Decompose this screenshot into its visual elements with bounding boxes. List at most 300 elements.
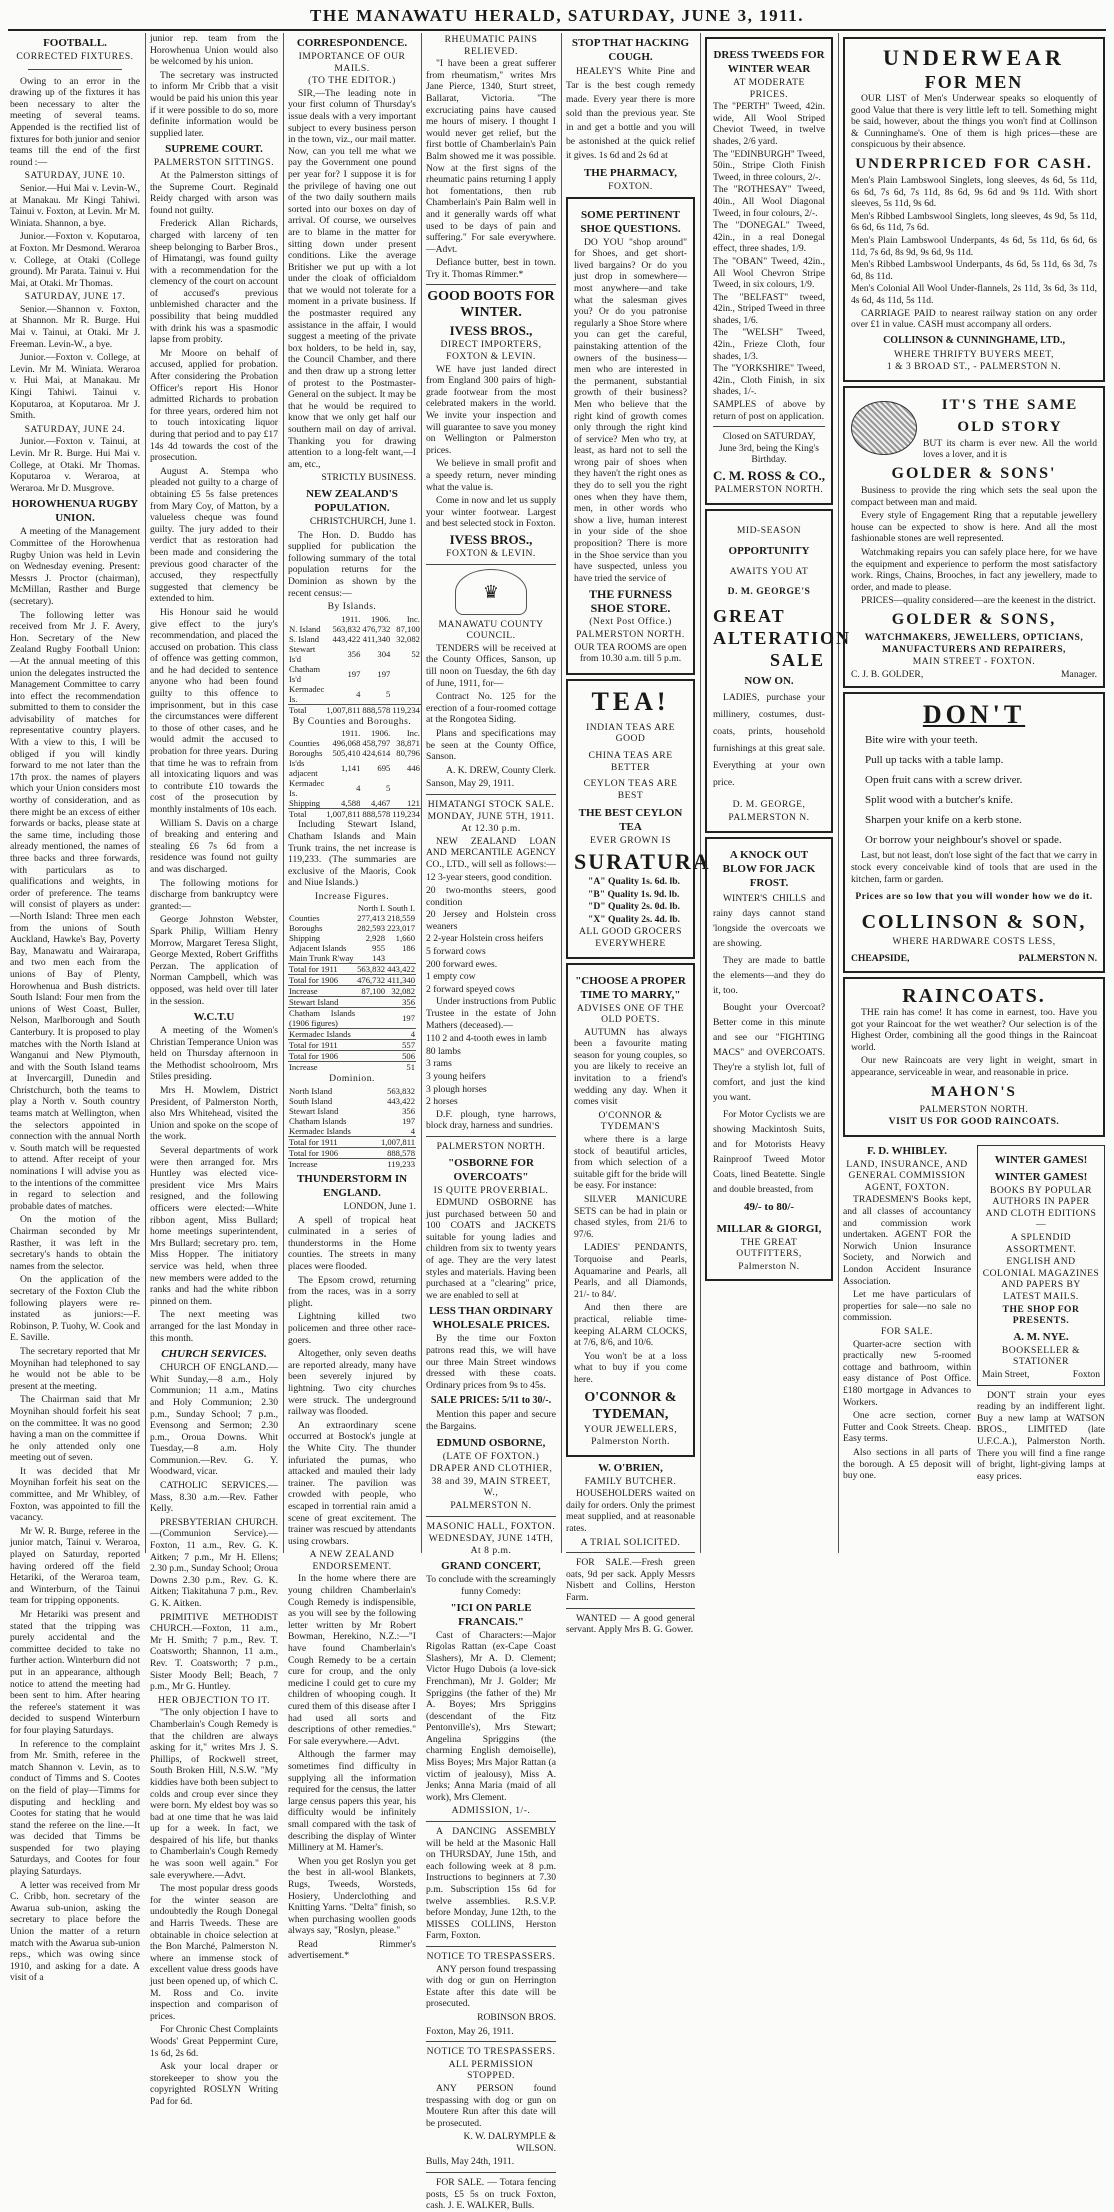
list-item: Or borrow your neighbour's shovel or spade. bbox=[865, 834, 1062, 847]
church-notice: PRESBYTERIAN CHURCH.—(Communion Service).—Foxton, 11 a.m., Rev. G. K. Aitken; 7 p.m., Mr H. Ellens; 2.30 p.m., Sunday School; Oroua Downs 2.30 p.m., Rev. G. K. Aitken; Tiakitahuna 7 p.m., Rev. G. K. Aitken. bbox=[150, 1516, 278, 1609]
paragraph: It was decided that Mr Moynihan forfeit his seat on the committee, and Mr Whibley, of Foxton, was appointed to fill the vacancy. bbox=[10, 1465, 140, 1524]
whibley-ad bbox=[843, 1141, 971, 1485]
sale-word: SALE bbox=[769, 650, 825, 671]
table-cell: 1,007,811 bbox=[326, 809, 361, 820]
paragraph: Including Stewart Island, Chatham Islands and Main Trunk trains, the net increase is 119,233. (The summaries are exclusive of the Maoris, Cook and Niue Islands.) bbox=[288, 819, 416, 889]
paragraph: Defiance butter, best in town. Try it. Thomas Rimmer.* bbox=[426, 257, 556, 280]
paragraph: The Hon. D. Buddo has supplied for publication the following summary of the total population returns for the Dominion as shown by the recent census:— bbox=[288, 529, 416, 599]
table-cell bbox=[386, 953, 416, 964]
paragraph: The following letter was received from Mr J. F. Avery, Hon. Secretary of the New Zealand Rugby Football Union:—At the annual meeting of this union the delegates instructed the Management Committee to carry into effect the recommendation submitted to them to consider the advisability of matches for representative country players. With a view to this, I will be obliged if you will kindly forward to me not later than the 17th prox. the names of players which your Union considers most worthy of consideration, and as there might be an excess of either forwards or backs, please state at the same time, including those already mentioned, the names of three backs and three forwards, with particulars as to qualifications and weights, in order of preference. The teams will consist of players as under:—North Island: Three men each from the unions of South Auckland, Hawke's Bay, Poverty Bay, Manawatu and Wairarapa, and two men each from the unions of Bay of Plenty, Horowhenua and Bush districts. South Island: Four men from the unions of West Coast, Buller, Nelson, Marlborough and South Canterbury. It is proposed to play matches with the North Island at Wanganui and New Plymouth, and with the South Island teams at Invercargill, Dunedin and Christchurch, both the teams to play a North v. South country teams match at Wellington, when the selectors appointed in connection with the annual North v. South match will be requested to attend. After receipt of your nominations I will advise you as to the intentions of the committee in regard to selection and probable dates of matches. bbox=[10, 609, 140, 1212]
manager-title: Manager. bbox=[1061, 668, 1097, 680]
closed-notice: Closed on SATURDAY, June 3rd, being the King's Birthday. bbox=[718, 431, 820, 466]
cheapside-row bbox=[851, 953, 1097, 965]
paragraph: TRADESMEN'S Books kept, and all classes of accountancy and commission work undertaken. AGENT FOR the Norwich Union Insurance Society, and Norwich and London Accident Insurance Association. bbox=[843, 1194, 971, 1287]
mails-subheading: IMPORTANCE OF OUR MAILS. bbox=[298, 51, 406, 74]
table-cell: 119,234 bbox=[392, 704, 420, 715]
signature: ROBINSON BROS. bbox=[477, 2011, 556, 2023]
table-cell: 1,141 bbox=[341, 763, 361, 774]
table-cell: Shipping bbox=[289, 933, 321, 944]
table-row bbox=[288, 933, 416, 943]
table-cell: 282,593 bbox=[357, 923, 386, 934]
bottom-ads-row bbox=[843, 1141, 1105, 1485]
great-word: GREAT bbox=[713, 606, 786, 627]
ross-town: PALMERSTON NORTH. bbox=[714, 484, 824, 495]
furness-address: (Next Post Office.) bbox=[589, 616, 672, 628]
cough-heading: STOP THAT HACKING COUGH. bbox=[571, 37, 690, 63]
table-cell: Stewart Island bbox=[289, 997, 339, 1008]
manager-name: C. J. B. GOLDER, bbox=[851, 668, 924, 680]
jeweller-ad bbox=[566, 963, 695, 1457]
table-cell: 1,007,811 bbox=[326, 704, 361, 715]
table-row bbox=[288, 644, 421, 664]
list-item: 3 young heifers bbox=[426, 1070, 486, 1082]
list-item: Sharpen your knife on a kerb stone. bbox=[865, 814, 1022, 827]
paragraph: junior rep. team from the Horowhenua Union would also be welcomed by his union. bbox=[150, 33, 278, 68]
millar-sub: THE GREAT OUTFITTERS, bbox=[736, 1236, 802, 1260]
table-cell: Increase bbox=[289, 1062, 318, 1073]
paragraph: FOR SALE. — Totara fencing posts, £5 5s on truck Foxton, cash. J. E. WALKER, Bulls. bbox=[426, 2177, 556, 2212]
paragraph: You won't be at a loss what to buy if you come here. bbox=[574, 1350, 687, 1385]
table-cell: 356 bbox=[347, 648, 361, 659]
divider bbox=[426, 2172, 556, 2173]
paragraph: THE rain has come! It has come in earnest, too. Have you got your Raincoat for the wet weather? Our selection is of the Highest Order, combining all the good things in the Raincoat world. bbox=[851, 1006, 1097, 1053]
table-row bbox=[288, 1116, 416, 1126]
paragraph: Bought your Overcoat? Better come in this minute and see our "FIGHTING MACS" and OVERCOATS. They're a stylish lot, full of comfort, and just the kind you want. bbox=[713, 1001, 825, 1103]
paragraph: For Motor Cyclists we are showing Mackintosh Suits, and for Motorists Heavy Rainproof Tweed Motor Coats, lined Beatette. Single and double breasted, from bbox=[713, 1108, 825, 1195]
endorsement-heading: A NEW ZEALAND ENDORSEMENT. bbox=[309, 1549, 395, 1572]
paragraph: Mr W. R. Burge, referee in the junior match, Tainui v. Weraroa, played on Saturday, reported having ordered off the field Hetariki, of the Weraroa team, and Winterburn, of the Tainui team for tripping opponents. bbox=[10, 1525, 140, 1607]
concert-line: To conclude with the screamingly funny Comedy: bbox=[426, 1574, 556, 1597]
whibley-for-sale: FOR SALE. bbox=[881, 1326, 933, 1337]
tweeds-sub: AT MODERATE PRICES. bbox=[733, 77, 805, 100]
broad-street-address: 1 & 3 BROAD ST., - PALMERSTON N. bbox=[886, 361, 1062, 373]
divider bbox=[566, 1608, 695, 1609]
table-cell bbox=[356, 1008, 386, 1029]
list-item: The "OBAN" Tweed, 42in., All Wool Chevron Stripe Tweed, in six colours, 1/9. bbox=[713, 255, 825, 291]
table-cell: North I. bbox=[357, 903, 386, 914]
table-cell: 197 bbox=[402, 1013, 415, 1024]
masonic-date: WEDNESDAY, JUNE 14TH, At 8 p.m. bbox=[428, 1533, 554, 1556]
column-1 bbox=[10, 33, 140, 1984]
nye-presents: THE SHOP FOR PRESENTS. bbox=[1002, 1303, 1080, 1327]
nye-books: BOOKS BY POPULAR AUTHORS IN PAPER AND CLOTH EDITIONS— bbox=[985, 1184, 1097, 1231]
list-item: Men's Ribbed Lambswool Singlets, long sleeves, 4s 9d, 5s 11d, 6s 6d, 6s 11d, 7s 6d. bbox=[851, 210, 1097, 234]
fixture-date: SATURDAY, JUNE 24. bbox=[24, 423, 126, 435]
table-row bbox=[288, 1008, 416, 1029]
nye-sub: BOOKSELLER & STATIONER bbox=[1001, 1344, 1081, 1368]
golder-trades: WATCHMAKERS, JEWELLERS, OPTICIANS, MANUFACTURERS AND REPAIRERS, bbox=[864, 632, 1084, 655]
fixture: Senior.—Hui Mai v. Levin-W., at Manakau. Mr Kingi Tahiwi. Tainui v. Foxton, at Levin. Mr M. Winiata. Shannon, a bye. bbox=[10, 182, 140, 229]
ivess-footer-location: FOXTON & LEVIN. bbox=[446, 547, 536, 559]
paragraph: A letter was received from Mr C. Cribb, hon. secretary of the Awarua sub-union, asking the secretary to place before the Union the matter of a return match with the Awarua sub-union reps., which was owing since 1910, and asking for a date. A visit of a bbox=[10, 1879, 140, 1984]
table-cell: 955 bbox=[372, 943, 386, 954]
list-item: The "ROTHESAY" Tweed, 40in., All Wool Diagonal Tweed, in four colours, 2/-. bbox=[713, 184, 825, 219]
millar-ad bbox=[705, 837, 833, 1282]
underwear-ad bbox=[843, 37, 1105, 382]
table-cell: 563,832 bbox=[332, 623, 361, 634]
column-2 bbox=[150, 33, 278, 2107]
table-cell: 143 bbox=[372, 953, 386, 964]
signature: K. W. DALRYMPLE & WILSON. bbox=[463, 2131, 556, 2154]
paragraph: HEALEY'S White Pine and Tar is the best cough remedy made. Every year there is more sold than the previous year. Ste in and get a bottle and you will be astonished at the quick relief it gives. 1s 6d and 2s 6d at bbox=[566, 66, 695, 161]
divider bbox=[426, 1136, 556, 1137]
nye-magazines: ENGLISH AND COLONIAL MAGAZINES AND PAPERS BY LATEST MAILS. bbox=[982, 1256, 1100, 1303]
millar-name: MILLAR & GIORGI, bbox=[716, 1222, 822, 1235]
table-cell: Increase bbox=[289, 986, 318, 997]
paragraph: Owing to an error in the drawing up of the fixtures it has been necessary to alter the meeting of several teams. Appended is the rectified list of fixtures for both junior and senior teams till the end of the first round :— bbox=[10, 75, 140, 168]
stock-sale-heading: HIMATANGI STOCK SALE. bbox=[427, 798, 555, 810]
paragraph: ANY person found trespassing with dog or gun on Herrington Estate after this date will be prosecuted. bbox=[426, 1963, 556, 2010]
table-row bbox=[288, 1137, 416, 1148]
table-row bbox=[288, 986, 416, 997]
paragraph: ANY PERSON found trespassing with dog or gun on Moutere Run after this date will be prosecuted. bbox=[426, 2082, 556, 2129]
paragraph: When you get Roslyn you get the best in all-wool Blankets, Rugs, Tweeds, Worsteds, Hosiery, Underclothing and Knitting Yarns. "Delta" finish, so when purchasing woollen goods always say, "Roslyn, please." bbox=[288, 1855, 416, 1937]
table-cell bbox=[288, 903, 356, 913]
paragraph: Lightning killed two policemen and three other race-goers. bbox=[288, 1311, 416, 1346]
increase-table bbox=[288, 903, 416, 1072]
tea-line: CHINA TEAS ARE BETTER bbox=[588, 749, 673, 773]
table-row bbox=[288, 1029, 416, 1040]
list-item: "B" Quality 1s. 9d. lb. bbox=[588, 888, 680, 900]
supreme-court-heading: SUPREME COURT. bbox=[165, 143, 263, 156]
table-caption: By Counties and Boroughs. bbox=[292, 715, 412, 727]
list-item: Bite wire with your teeth. bbox=[865, 734, 978, 747]
golder-address: MAIN STREET - FOXTON. bbox=[912, 656, 1036, 668]
table-cell: 4 bbox=[356, 783, 361, 794]
dont-heading: DON'T bbox=[922, 700, 1026, 730]
list-item: 80 lambs bbox=[426, 1045, 461, 1057]
table-cell: 446 bbox=[407, 763, 420, 774]
paragraph: Mr Moore on behalf of accused, applied for probation. After considering the Probation Officer's report His Honor admitted Richards to probation for three years, ordered him not to touch intoxicating liquor during that period and to pay £17 14s 4d towards the cost of the prosecution. bbox=[150, 347, 278, 464]
paragraph: On the motion of the Chairman seconded by Mr Rasther, it was left in the secretary's hands to obtain the names from the selector. bbox=[10, 1214, 140, 1272]
table-cell: 411,340 bbox=[387, 975, 415, 986]
table-cell bbox=[391, 684, 421, 705]
list-item: 3 plough horses bbox=[426, 1083, 487, 1095]
low-prices: Prices are so low that you will wonder how we do it. bbox=[855, 891, 1093, 903]
table-row bbox=[288, 943, 416, 953]
paragraph: The most popular dress goods for the winter season are undoubtedly the Rough Donegal and Harris Tweeds. These are obtainable in choice selection at the Bon Marché, Palmerston N. where an immense stock of excellent value dress goods have just been opened up, of which C. M. Ross and Co. invite inspection and comparison of prices. bbox=[150, 1883, 278, 2022]
list-item: The "BELFAST" tweed, 42in., Striped Tweed in three shades, 1/6. bbox=[713, 291, 825, 326]
table-cell: 5 bbox=[386, 783, 391, 794]
paragraph: August A. Stempa who pleaded not guilty to a charge of obtaining £5 5s false pretences from Mary Coy, of Matton, by a valueless cheque was found guilty. The jury added to their verdict that as restoration had been made and considering the previous good character of the accused, they respectfully suggested that clemency be extended to him. bbox=[150, 465, 278, 605]
table-cell: 888,578 bbox=[362, 809, 391, 820]
table-cell: 1906. bbox=[370, 613, 391, 624]
paragraph: DON'T strain your eyes reading by an indifferent light. Buy a new lamp at WATSON BROS., LIMITED (late U.F.C.A.), Palmerston North. There you will find a fine range of bright, light-giving lamps at easy prices. bbox=[977, 1389, 1105, 1482]
tea-ad bbox=[566, 679, 711, 959]
objection-heading: HER OBJECTION TO IT. bbox=[158, 1694, 270, 1706]
tweeds-heading: DRESS TWEEDS FOR WINTER WEAR bbox=[713, 49, 825, 75]
table-cell: 505,410 bbox=[332, 748, 361, 759]
knockout-heading: A KNOCK OUT BLOW FOR JACK FROST. bbox=[722, 848, 816, 889]
paragraph: A DANCING ASSEMBLY will be held at the Masonic Hall on THURSDAY, June 15th, and each following week at 8 p.m. Instructions to beginners at 7.30 p.m. Subscription 15s 6d for twelve assemblies. R.S.V.P. before Monday, June 12th, to the MISSES COLLINS, Herston Farm, Foxton. bbox=[426, 1826, 556, 1942]
church-services-heading: CHURCH SERVICES. bbox=[161, 1348, 267, 1361]
paragraph: Mrs H. Mowlem, District President, of Palmerston North, also Mrs Whitehead, visited the Union and spoke on the scope of the work. bbox=[150, 1085, 278, 1143]
table-cell: Inc. bbox=[406, 728, 420, 739]
tea-grocers: ALL GOOD GROCERS EVERYWHERE bbox=[578, 926, 683, 949]
mahon-visit: VISIT US FOR GOOD RAINCOATS. bbox=[888, 1116, 1060, 1128]
table-cell: 186 bbox=[402, 943, 415, 954]
dateline: CHRISTCHURCH, June 1. bbox=[309, 515, 416, 527]
list-item: Men's Colonial All Wool Under-flannels, 2s 11d, 3s 6d, 3s 11d, 4s 6d, 4s 11d, 5s 11d. bbox=[851, 283, 1097, 306]
paragraph: Although the farmer may sometimes find difficulty in supplying all the information required for the census, the latter large census papers this year, his difficulty would be infinitely small compared with the task of describing the display of Winter Millinery at M. Hamer's. bbox=[288, 1749, 416, 1854]
winter-games: WINTER GAMES! bbox=[994, 1153, 1088, 1166]
rugby-union-heading: HOROWHENUA RUGBY UNION. bbox=[11, 498, 139, 525]
whibley-sub: LAND, INSURANCE, AND GENERAL COMMISSION AGENT, FOXTON. bbox=[846, 1158, 968, 1193]
list-item: The "YORKSHIRE" Tweed, 42in., Cloth Finish, in six shades, 1/-. bbox=[713, 363, 825, 398]
list-item: The "EDINBURGH" Tweed, 50in., Stripe Cloth Finish Tweed, in three colours, 2/-. bbox=[713, 148, 825, 183]
column-6 bbox=[705, 33, 852, 1553]
oconnor-inline: O'CONNOR & TYDEMAN'S bbox=[598, 1109, 663, 1133]
table-row bbox=[288, 624, 421, 634]
table-row bbox=[288, 1096, 416, 1106]
table-cell: 5 bbox=[386, 688, 391, 699]
paragraph: On the application of the secretary of the Foxton Club the following players were re-instated as juniors:—F. Robinson, P. Tuohy, W. Cook and E. Saville. bbox=[10, 1274, 140, 1344]
table-cell: 506 bbox=[402, 1051, 415, 1062]
underpriced-heading: UNDERPRICED FOR CASH. bbox=[855, 155, 1093, 172]
underwear-heading: UNDERWEAR bbox=[883, 45, 1065, 70]
table-cell: 197 bbox=[402, 1116, 415, 1127]
alteration-word: ALTERATION bbox=[713, 628, 852, 649]
table-row bbox=[288, 684, 421, 705]
collinson-son-name: COLLINSON & SON, bbox=[861, 910, 1087, 933]
ivess-ad-title: GOOD BOOTS FOR WINTER. bbox=[427, 289, 555, 321]
table-cell: 119,233 bbox=[387, 1159, 415, 1170]
pharmacy-name: THE PHARMACY, bbox=[583, 167, 678, 179]
paragraph: The Epsom crowd, returning from the races, was in a sorry plight. bbox=[288, 1274, 416, 1309]
paragraph: A meeting of the Women's Christian Temperance Union was held on Thursday afternoon in the Methodist schoolroom, Mrs Stiles presiding. bbox=[150, 1025, 278, 1083]
table-cell: 4 bbox=[410, 1126, 415, 1137]
table-cell: 476,732 bbox=[357, 975, 386, 986]
oconnor-town: Palmerston North. bbox=[591, 1436, 670, 1448]
list-item: 20 Jersey and Holstein cross weaners bbox=[426, 909, 556, 932]
ross-name: C. M. ROSS & CO., bbox=[713, 468, 825, 483]
table-cell: Kermadec Is. bbox=[289, 778, 325, 799]
tea-heading: TEA! bbox=[591, 686, 670, 716]
paragraph: Contract No. 125 for the erection of a four-roomed cottage at the Rongotea Siding. bbox=[426, 691, 556, 726]
paragraph: Also sections in all parts of the borough. A £5 deposit will buy one. bbox=[843, 1446, 971, 1482]
dominion-table bbox=[288, 1086, 416, 1169]
table-cell: Chatham Islands (1906 figures) bbox=[289, 1008, 356, 1029]
george-ad bbox=[705, 509, 852, 833]
osborne-sale-prices: SALE PRICES: 5/11 to 30/-. bbox=[430, 1395, 552, 1407]
table-row bbox=[288, 997, 416, 1008]
table-cell: Inc. bbox=[406, 613, 420, 624]
table-cell: 557 bbox=[402, 1040, 415, 1051]
table-cell: 411,340 bbox=[362, 633, 391, 644]
for-men-heading: FOR MEN bbox=[924, 72, 1024, 92]
osborne-trade: DRAPER AND CLOTHIER, bbox=[429, 1463, 553, 1475]
paragraph: Several departments of work were then arranged for. Mrs Huntley was elected vice-president vice Mrs Mairs resigned, and the following officers were elected:—White ribbon agent, Miss Bullard; home meetings superintendent, Mrs Bullard; secretary pro. tem, Miss Hopper. The initiatory service was held, when three new members were added to the ranks and had the white ribbon pinned on them. bbox=[150, 1145, 278, 1307]
table-row bbox=[288, 798, 421, 809]
column-rule bbox=[838, 33, 839, 1553]
nye-assortment: A SPLENDID ASSORTMENT. bbox=[1005, 1232, 1077, 1255]
list-item: The "WELSH" Tweed, 42in., Frieze Cloth, four shades, 1/3. bbox=[713, 327, 825, 362]
nye-name: A. M. NYE. bbox=[1013, 1330, 1069, 1343]
obrien-name: W. O'BRIEN, bbox=[598, 1461, 663, 1474]
population-heading: NEW ZEALAND'S POPULATION. bbox=[306, 487, 398, 514]
tea-price-list bbox=[574, 876, 687, 925]
now-on: NOW ON. bbox=[744, 675, 794, 688]
golder-header bbox=[851, 394, 1097, 463]
table-row bbox=[288, 704, 421, 715]
tea-best: THE BEST CEYLON TEA bbox=[578, 807, 683, 834]
list-item: 2 2-year Holstein cross heifers bbox=[426, 933, 544, 945]
oconnor-sub: YOUR JEWELLERS, bbox=[583, 1423, 678, 1435]
mahon-name: MAHON'S bbox=[931, 1083, 1017, 1100]
table-cell: 2,928 bbox=[365, 933, 386, 944]
divider bbox=[28, 69, 122, 70]
table-cell: Boroughs bbox=[289, 923, 323, 934]
table-cell bbox=[356, 1051, 386, 1062]
coat-price: 49/- to 80/- bbox=[743, 1200, 795, 1213]
paragraph: The next meeting was arranged for the last Monday in this month. bbox=[150, 1309, 278, 1344]
admission: ADMISSION, 1/-. bbox=[451, 1805, 531, 1817]
table-cell: 52 bbox=[411, 648, 420, 659]
paragraph: WE have just landed direct from England 300 pairs of high-grade footwear from the most celebrated makers in the world. We invite your inspection and will guarantee to save you money on Wellington or Palmerston prices. bbox=[426, 363, 556, 456]
golder-footer-name: GOLDER & SONS, bbox=[891, 611, 1057, 628]
paragraph: Our new Raincoats are very light in weight, smart in appearance, serviceable in wear, and reasonable in price. bbox=[851, 1055, 1097, 1078]
table-cell: 87,100 bbox=[361, 986, 386, 997]
same-heading: IT'S THE SAME bbox=[941, 396, 1079, 413]
paragraph: Ask your local draper or storekeeper to show you the copyrighted ROSLYN Writing Pad for 6d. bbox=[150, 2061, 278, 2107]
table-cell: Total for 1911 bbox=[289, 964, 338, 975]
table-cell: 563,832 bbox=[357, 964, 386, 975]
osborne-location: PALMERSTON NORTH. bbox=[436, 1140, 546, 1152]
table-cell: 1911. bbox=[341, 613, 361, 624]
pharmacy-location: FOXTON. bbox=[608, 181, 653, 192]
stock-list bbox=[426, 872, 556, 995]
table-cell: 51 bbox=[406, 1062, 415, 1073]
paragraph: Plans and specifications may be seen at the County Office, Sanson. bbox=[426, 727, 556, 763]
table-cell: 695 bbox=[377, 763, 391, 774]
table-row bbox=[288, 614, 421, 624]
table-cell bbox=[356, 1040, 386, 1051]
table-cell: 563,832 bbox=[387, 1086, 415, 1097]
list-item: Open fruit cans with a screw driver. bbox=[865, 774, 1023, 787]
table-cell: 119,234 bbox=[392, 809, 420, 820]
signature: STRICTLY BUSINESS. bbox=[321, 472, 416, 484]
charm-line: BUT its charm is ever new. All the world loves a lover, and it is bbox=[923, 437, 1097, 461]
table-cell: 888,578 bbox=[387, 1148, 415, 1159]
table-cell: Main Trunk R'way bbox=[289, 953, 354, 964]
county-crest-icon: ♛ bbox=[455, 569, 527, 615]
table-caption: Increase Figures. bbox=[314, 890, 390, 902]
table-cell: Counties bbox=[289, 738, 320, 749]
paragraph: where there is a large stock of beautiful articles, from which selection of a suitable gift for the bride will be easy. For instance: bbox=[574, 1134, 687, 1192]
thunderstorm-heading: THUNDERSTORM IN ENGLAND. bbox=[296, 1173, 408, 1200]
osborne-name: EDMUND OSBORNE, bbox=[436, 1436, 546, 1449]
list-item: "A" Quality 1s. 6d. lb. bbox=[588, 875, 680, 887]
paragraph: In reference to the complaint from Mr. Smith, referee in the match Shannon v. Levin, as to conduct of Timms and S. Cootes on the field of play—Timms for disputing and heckling and Cootes for stating that he would stand the referee on the line.—It was decided that Timms be suspended for two playing Saturdays, and Cootes for four playing Saturdays. bbox=[10, 1738, 140, 1878]
george-line: MID-SEASON bbox=[736, 524, 802, 536]
nye-ad bbox=[977, 1141, 1105, 1485]
table-cell: 424,614 bbox=[362, 748, 391, 759]
golder-manager-row bbox=[851, 669, 1097, 681]
list-item: 12 3-year steers, good condition. bbox=[426, 872, 552, 884]
table-row bbox=[288, 738, 421, 748]
paragraph: By the time our Foxton patrons read this, we will have our three Main Street windows dressed with these coats. Ordinary prices from 9s to 45s. bbox=[426, 1333, 556, 1391]
table-row bbox=[288, 1159, 416, 1170]
table-cell bbox=[356, 1062, 386, 1073]
list-item: 5 forward cows bbox=[426, 946, 486, 957]
paragraph: Altogether, only seven deaths are reported already, many have been severely injured by lightning. Two city churches were struck. The underground railway was flooded. bbox=[288, 1348, 416, 1418]
george-footer: D. M. GEORGE, bbox=[732, 799, 806, 811]
paragraph: SIR,—The leading note in your first column of Thursday's issue deals with a very important subject to every business person in the town, viz., our mail matter. Now, can you tell me what we pay the Government one pound per year for? I suppose it is for the privilege of having one out of the two daily southern mails sorted into our boxes on day of arrival. Of course, we ourselves are to blame in the matter for sitting down under present conditions. Like the average Britisher we put up with a lot under the cloak of officialdom that we would not tolerate for a moment in a private business. If the postmaster required any assistance in the affair, I would suggest a meeting of the private box holders, to be held in, say, the Council Chamber, and there and then draw up a strong letter of protest to the Postmaster-General on the subject. It may be that he would be required to know that we only get half our southern mail on day of arrival. Thanking you for drawing attention to a long-felt want,—I am, etc., bbox=[288, 87, 416, 470]
paragraph: Every style of Engagement Ring that a reputable jewellery house can be expected to show is here. And all the most fashionable stones are well represented. bbox=[851, 510, 1097, 545]
list-item: 3 rams bbox=[426, 1058, 452, 1070]
raincoats-heading: RAINCOATS. bbox=[902, 984, 1046, 1007]
table-row bbox=[288, 903, 416, 913]
table-cell: Kermadec Is. bbox=[289, 683, 325, 704]
divider bbox=[426, 564, 556, 565]
table-caption: By Islands. bbox=[327, 601, 377, 613]
golder-name: GOLDER & SONS' bbox=[891, 465, 1057, 483]
paragraph: SILVER MANICURE SETS can be had in plain or chased styles, from 21/6 to 97/6. bbox=[574, 1194, 687, 1240]
table-cell: 443,422 bbox=[387, 1096, 415, 1107]
paragraph: The Chairman said that Mr Moynihan should forfeit his seat on the committee. It was no good having a man on the committee if he only attended only one meeting out of seven. bbox=[10, 1394, 140, 1464]
correspondence-heading: CORRESPONDENCE. bbox=[296, 37, 408, 49]
table-cell: Adjacent Islands bbox=[289, 943, 347, 954]
whibley-name: F. D. WHIBLEY. bbox=[867, 1144, 947, 1157]
fixture: Junior.—Foxton v. Tainui, at Levin. Mr R. Burge. Hui Mai v. College, at Otaki. Mr Thomas. Koputaroa v. Weraroa, at Weraroa. Mr D. Musgrove. bbox=[10, 436, 140, 494]
list-item: Split wood with a butcher's knife. bbox=[865, 794, 1014, 807]
table-cell bbox=[356, 1029, 386, 1040]
list-item: "X" Quality 2s. 4d. lb. bbox=[588, 913, 680, 925]
paragraph: Let me have particulars of properties for sale—no sale no commission. bbox=[843, 1289, 971, 1324]
table-cell: Increase bbox=[289, 1159, 318, 1170]
paragraph: The secretary was instructed to inform Mr Cribb that a visit would be paid his union this year if it were possible to do so, more definite information would be supplied later. bbox=[150, 69, 278, 139]
george-name: D. M. GEORGE'S bbox=[727, 585, 811, 597]
divider bbox=[426, 1516, 556, 1517]
table-caption: Dominion. bbox=[329, 1073, 375, 1085]
ross-ad bbox=[705, 37, 833, 505]
dateline: Foxton, May 26, 1911. bbox=[426, 2025, 514, 2037]
table-cell: 356 bbox=[402, 997, 415, 1008]
table-cell: 80,796 bbox=[396, 748, 420, 759]
paragraph: OUR LIST of Men's Underwear speaks so eloquently of good Value that there is very little left to tell. Something might be said, however, about the things you won't find at Collinson & Cunninghame's. One of them is high prices—these are conspicuous by their absence. bbox=[851, 93, 1097, 151]
list-item: 20 two-months steers, good condition bbox=[426, 885, 556, 908]
masthead: THE MANAWATU HERALD, SATURDAY, JUNE 3, 1911. bbox=[310, 6, 804, 25]
table-cell: Shipping bbox=[289, 798, 321, 809]
column-rule bbox=[700, 33, 701, 1553]
ivess-footer-name: IVESS BROS., bbox=[449, 531, 533, 547]
list-item: Men's Plain Lambswool Underpants, 4s 6d, 5s 11d, 6s 6d, 6s 11d, 7s 6d, 8s 9d, 9s 6d, 9s 11d. bbox=[851, 234, 1097, 258]
table-cell: 4 bbox=[410, 1029, 415, 1040]
table-cell: Total for 1906 bbox=[289, 1148, 339, 1159]
shoe-ad bbox=[566, 197, 695, 675]
table-cell: Kermadec Islands bbox=[289, 1126, 351, 1137]
table-row bbox=[288, 1062, 416, 1073]
paragraph: They are made to battle the elements—and they do it, too. bbox=[713, 954, 825, 996]
osborne-title: "OSBORNE FOR OVERCOATS" bbox=[448, 1156, 534, 1183]
nye-box bbox=[977, 1145, 1105, 1386]
mahon-ad bbox=[843, 977, 1105, 1137]
millar-town: Palmerston N. bbox=[738, 1260, 800, 1272]
table-cell: Total for 1906 bbox=[289, 1051, 339, 1062]
table-cell: 356 bbox=[402, 1106, 415, 1117]
list-item: Men's Ribbed Lambswool Underpants, 4s 6d, 5s 11d, 6s 3d, 7s 6d, 8s 11d. bbox=[851, 259, 1097, 282]
table-cell: Total bbox=[289, 704, 307, 715]
paragraph: Come in now and let us supply your winter footwear. Largest and best selected stock in Foxton. bbox=[426, 495, 556, 530]
cheapside: CHEAPSIDE, bbox=[851, 953, 910, 965]
list-item: 2 horses bbox=[426, 1096, 458, 1108]
paragraph: "The only objection I have to Chamberlain's Cough Remedy is that the children are always asking for it," writes Mrs J. S. Phillips, of Rockwell street, South Broken Hill, N.S.W. "My kiddies have both been subject to colds and croup ever since they were born. My eldest boy was so bad at one time that he was laid up for a week. In fact, we despaired of his life, but thanks to Chamberlain's Cough Remedy he was soon well again." For sale everywhere.—Advt. bbox=[150, 1707, 278, 1881]
table-cell: Chatham Is'd bbox=[289, 663, 321, 684]
population-table-islands bbox=[288, 614, 421, 715]
paragraph: NEW ZEALAND LOAN AND MERCANTILE AGENCY CO., LTD., will sell as follows:— bbox=[426, 835, 556, 870]
table-cell: South I. bbox=[387, 903, 415, 914]
paragraph: William S. Davis on a charge of breaking and entering and stealing £6 7s 6d from a residence was found not guilty and was discharged. bbox=[150, 817, 278, 875]
